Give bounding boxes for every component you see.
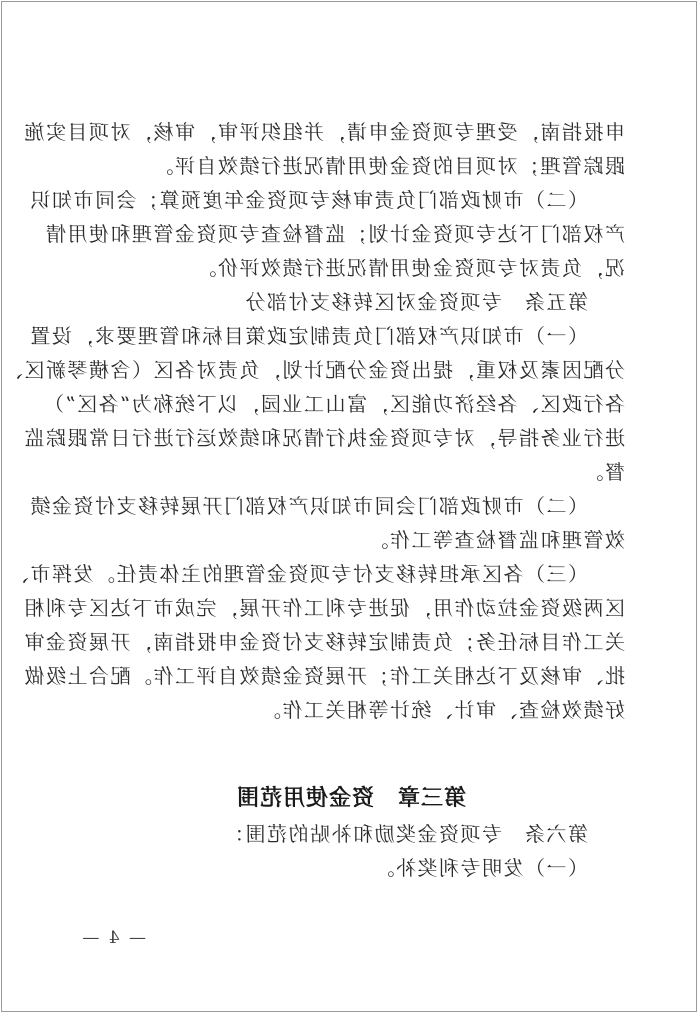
paragraph-line: （三）各区承担转移支付专项资金管理的主体责任。发挥市、 <box>7 562 588 586</box>
paragraph-line: 各行政区、各经济功能区，富山工业园，以下统称为“各区”） <box>42 392 625 416</box>
paragraph-line: 效管理和监督检查等工作。 <box>367 528 625 552</box>
paragraph-line: 申报指南，受理专项资金申请，并组织评审，审核，对项目实施 <box>23 120 625 144</box>
paragraph-line: 批、审核及下达相关工作；开展资金绩效自评工作。配合上级做 <box>23 664 625 688</box>
paragraph-line: 跟踪管理；对项目的资金使用情况进行绩效自评。 <box>152 154 625 178</box>
paragraph-line: 产权部门下达专项资金计划；监督检查专项资金管理和使用情 <box>44 222 625 246</box>
article-heading: 第六条 专项资金奖励和补贴的范围： <box>222 822 588 846</box>
paragraph-line: 况，负责对专项资金使用情况进行绩效评价。 <box>195 256 625 280</box>
paragraph-line: （二）市财政部门负责审核专项资金年度预算；会同市知识 <box>29 188 588 212</box>
article-heading: 第五条 专项资金对区转移支付部分 <box>244 290 588 314</box>
paragraph-line: 督。 <box>582 460 625 484</box>
paragraph-line: （二）市财政部门会同市知识产权部门开展转移支付资金绩 <box>29 494 588 518</box>
paragraph-line: （一）市知识产权部门负责制定政策目标和管理要求，设置 <box>29 324 588 348</box>
paragraph-line: 好绩效检查、审计、统计等相关工作。 <box>259 698 625 722</box>
paragraph-line: 进行业务指导，对专项资金执行情况和绩效运行进行日常跟踪监 <box>23 426 625 450</box>
paragraph-line: （一）发明专利奖补。 <box>373 856 588 880</box>
paragraph-line: 区两级资金拉动作用，促进专利工作开展，完成市下达区专利相 <box>23 596 625 620</box>
page-number: — 4 — <box>80 928 146 948</box>
chapter-heading: 第三章 资金使用范围 <box>235 786 466 811</box>
paragraph-line: 分配因素及权重，提出资金分配计划，负责对各区（含横琴新区、 <box>1 358 625 382</box>
paragraph-line: 关工作目标任务；负责制定转移支付资金申报指南，开展资金审 <box>23 630 625 654</box>
